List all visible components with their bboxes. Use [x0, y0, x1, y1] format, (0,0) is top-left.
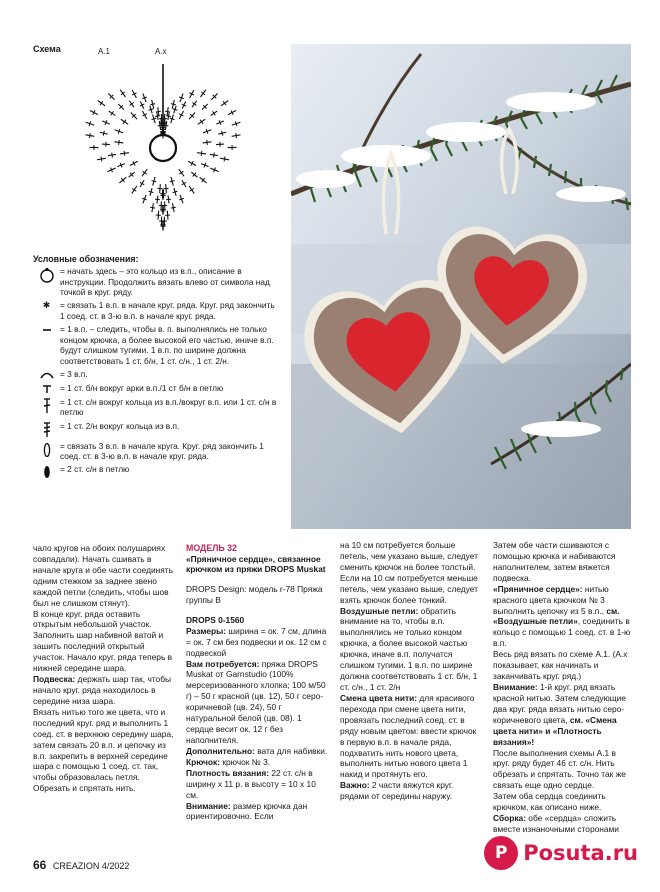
extra-text: вата для набивки. — [254, 745, 328, 756]
extra-label: Дополнительно: — [186, 745, 255, 756]
sizes-text: ширина = ок. 7 см, длина = ок. 7 см без подвески и ок. 12 см с подвеской — [186, 625, 327, 658]
watermark-text: Posuta.ru — [523, 841, 638, 865]
stitch-bar — [155, 116, 160, 117]
stitch-bar — [224, 157, 225, 162]
diagram-label-ax: A.x — [155, 47, 167, 56]
legend-item — [33, 266, 281, 297]
legend-text: = начать здесь – это кольцо из в.п., описание в инструкции. Продолжить вязать влево от символа над точкой в круг. ряду. — [60, 266, 270, 297]
star-icon: ✱ — [42, 300, 51, 311]
paragraph — [340, 693, 482, 780]
watermark-logo-icon: P — [484, 836, 518, 870]
legend-item — [33, 324, 281, 366]
start-ring — [150, 135, 176, 161]
stitch-bar — [173, 109, 178, 110]
model-number: МОДЕЛЬ 32 — [186, 543, 237, 553]
stitch-bar — [152, 118, 157, 119]
stitch-bar — [170, 118, 175, 119]
legend-text: = 1 ст. б/н вокруг арки в.п./1 ст б/н в петлю — [60, 382, 224, 393]
paragraph — [340, 780, 482, 802]
stitch-bar — [101, 157, 102, 162]
sc-t-icon — [33, 383, 60, 394]
stitch-bar — [171, 207, 176, 208]
see-color-label: см. «Смена цвета нити» и «Плотность вязания»! — [493, 714, 617, 747]
hook-label: Крючок: — [186, 756, 221, 767]
podveska-text: держать шар так, чтобы начало круг. ряда находилось в середине низа шара. — [33, 674, 172, 706]
model-title: «Пряничное сердце», связанное крючком из пряжи DROPS Muskat — [186, 553, 326, 575]
magazine-issue: CREAZION 4/2022 — [52, 861, 130, 871]
text-column-3 — [340, 540, 482, 802]
paragraph: Вязать нитью того же цвета, что и последний круг. ряд и выполнить 1 соед. ст. в верхнюю середину шара, затем связать 20 в.п. и цепочку из в.п. закрепить в верхней середине шара с помощью 1 соед. ст. так, чтобы образовалась петля. — [33, 706, 174, 783]
legend-item — [33, 397, 281, 418]
legend-text: = 1 в.п. – следить, чтобы в. п. выполнялись не только концом крючка, а более высокой его частью, иначе в.п. будут слишком тугими. 1 в.п. по ширине должна соответствовать 1 ст. б/н, 1 ст. с/н., 1 ст. 2/н. — [60, 324, 274, 366]
stitch-bar — [158, 125, 163, 126]
paragraph: Затем оба сердца соединить крючком, как описано ниже. — [493, 791, 606, 813]
stitch-bar — [112, 153, 113, 158]
stitch-bar — [201, 151, 202, 156]
paragraph — [340, 606, 482, 693]
design-info: DROPS Design: модель r-78 Пряжа группы B — [186, 583, 323, 605]
stitch-bar — [124, 151, 125, 156]
pattern-code: DROPS 0-1560 — [186, 614, 245, 625]
stitch-bar — [130, 103, 134, 106]
paragraph: Обрезать и спрятать нить. — [33, 783, 136, 794]
legend-item — [33, 383, 281, 394]
stitch-bar — [123, 120, 126, 124]
paragraph — [186, 746, 328, 757]
paragraph — [493, 682, 635, 748]
stitch-bar — [155, 199, 160, 200]
attention-text: размер крючка дан ориентировочно. Если — [186, 800, 308, 822]
stitch-bar — [103, 131, 104, 136]
stitch-bar — [132, 188, 136, 191]
product-photo — [291, 44, 631, 529]
stitch-bar — [150, 104, 155, 105]
sizes-label: Размеры: — [186, 625, 227, 636]
color-change-label: Смена цвета нити: — [340, 692, 418, 703]
paragraph: В конце круг. ряда оставить открытым небольшой участок. Заполнить шар набивной ватой и зашить последний открытый участок. Начало круг. ряда теперь в нижней середине шара. — [33, 608, 173, 674]
oval-icon — [33, 441, 60, 462]
stitch-bar — [119, 140, 120, 145]
stitch-bar — [150, 207, 155, 208]
ring-start-icon — [33, 266, 60, 297]
stitch-bar — [164, 125, 169, 126]
paragraph — [186, 801, 328, 823]
paragraph: Затем обе части сшиваются с помощью крючка и набиваются наполнителем, затем вяжется подвеска. — [493, 540, 616, 583]
air-loops-label: Воздушные петли: — [340, 605, 419, 616]
legend-title: Условные обозначения: — [33, 254, 139, 264]
stitch-bar — [170, 181, 175, 182]
paragraph — [186, 768, 328, 801]
stitch-bar — [173, 191, 178, 192]
start-dot — [160, 130, 165, 135]
color-change-text: для красивого перехода при смене цвета нити, провязать последний соед. ст. в ряду новым цветом: ввести крючок в первую в.п. в начале ряда, подхватить нить нового цвета, выполнить нитью нового цвета 1 накид и протянуть его. — [340, 692, 477, 780]
legend — [33, 254, 281, 482]
materials-label: Вам потребуется: — [186, 658, 260, 669]
attention-label: Внимание: — [493, 681, 538, 692]
paragraph: на 10 см потребуется больше петель, чем указано выше, следует сменить крючок на более толстый. Если на 10 см потребуется меньше петель, чем указано выше, следует взять крючок более тонкий. — [340, 540, 478, 605]
stitch-bar — [190, 188, 194, 191]
stitch-bar — [213, 111, 216, 115]
attention-label: Внимание: — [186, 800, 231, 811]
paragraph — [186, 757, 328, 768]
gauge-text: 22 ст. с/н в ширину x 11 р. в высоту = 10 x 10 см. — [186, 767, 316, 800]
paragraph: Весь ряд вязать по схеме А.1. (А.х показывает, как начинать и заканчивать круг. ряд.) — [493, 649, 628, 682]
legend-text: = 3 в.п. — [60, 369, 88, 380]
page-number: 66 — [33, 858, 47, 872]
stitch-bar — [156, 111, 161, 112]
legend-text: = 2 ст. с/н в петлю — [60, 464, 130, 475]
gauge-label: Плотность вязания: — [186, 767, 270, 778]
see-air-loops-label: см. «Воздушные петли» — [493, 605, 620, 627]
text-column-4 — [493, 540, 635, 835]
diagram-title: Схема — [33, 44, 61, 54]
hook-text: крючок № 3. — [220, 756, 271, 767]
stitch-bar — [166, 116, 171, 117]
important-label: Важно: — [340, 780, 370, 791]
legend-text: = 1 ст. с/н вокруг кольца из в.п./вокруг в.п. или 1 ст. с/н в петлю — [60, 396, 277, 418]
legend-text: = связать 1 в.п. в начале круг. ряда. Круг. ряд закончить 1 соед. ст. в 3-ю в.п. в начале круг. ряда. — [60, 300, 275, 321]
arc-icon — [33, 369, 60, 379]
legend-item — [33, 421, 281, 438]
text-column-2 — [186, 543, 328, 822]
stitch-bar — [200, 120, 203, 124]
stitch-bar — [151, 181, 156, 182]
watermark — [484, 836, 638, 870]
paragraph: После выполнения схемы А.1 в круг. ряду будет 46 ст. с/н. Нить обрезать и спрятать. Точно так же связать еще одно сердце. — [493, 747, 626, 791]
legend-item — [33, 369, 281, 379]
stitch-bar — [111, 111, 114, 115]
paragraph — [186, 659, 328, 746]
stitch-bar — [171, 104, 176, 105]
stitch-bar — [166, 199, 171, 200]
stitch-bar — [89, 133, 90, 138]
podveska-label: Подвеска: — [33, 674, 76, 685]
paragraph — [33, 674, 175, 707]
stitch-bar — [149, 191, 154, 192]
dc-icon — [33, 397, 60, 418]
heart-text: нитью красного цвета крючком № 3 выполнить цепочку из 5 в.п., — [493, 583, 609, 616]
assembly-text: обе «сердца» сложить вместе изнаночными сторонами — [493, 813, 619, 834]
important-text: 2 части вяжутся круг. рядами от середины наружу. — [340, 780, 454, 802]
legend-text: = связать 3 в.п. в начале круга. Круг. ряд закончить 1 соед. ст. в 3-ю в.п. в начале круг. ряда. — [60, 440, 264, 461]
assembly-label: Сборка: — [493, 813, 526, 824]
stitch-bar — [222, 131, 223, 136]
heart-label: «Пряничное сердце»: — [493, 583, 583, 594]
stitch-bar — [207, 140, 208, 145]
diagram-label-a1: A.1 — [98, 47, 111, 56]
paragraph — [493, 813, 635, 835]
legend-item — [33, 441, 281, 462]
crochet-chart — [78, 58, 248, 243]
tr-icon — [33, 421, 60, 438]
filled-oval-icon — [33, 464, 60, 479]
attention-text: 1-й круг. ряд вязать красной нитью. Затем следующие два круг. ряда вязать нитью серо-коричневого цвета, — [493, 681, 627, 725]
stitch-bar — [165, 111, 170, 112]
legend-item — [33, 300, 281, 321]
legend-text: = 1 ст. 2/н вокруг кольца из в.п. — [60, 420, 180, 431]
paragraph — [493, 584, 635, 650]
chain-dash-icon — [33, 324, 60, 366]
stitch-bar — [149, 109, 154, 110]
text-column-1 — [33, 543, 175, 794]
paragraph — [186, 626, 328, 659]
stitch-bar — [214, 153, 215, 158]
stitch-bar — [192, 103, 196, 106]
see-air-loops-text: , соединить в кольцо с помощью 1 соед. ст. в 1-ю в.п. — [493, 616, 631, 649]
page-footer — [33, 858, 129, 872]
paragraph: чало кругов на обоих полушариях совпадали). Начать сшивать в начале круга и обе части соединять одним стежком за заднее звено каждой петли (следить, чтобы шов был не слишком стянут). — [33, 543, 173, 608]
legend-item — [33, 464, 281, 479]
materials-text: пряжа DROPS Muskat от Garnstudio (100% мерсеризованного хлопка; 100 м/50 г) – 50 г красной (цв. 12), 50 г серо-коричневой (цв. 24), 50 г натуральной белой (цв. 08). 1 сердце весит ок. 12 г без наполнителя. — [186, 658, 326, 745]
air-loops-text: обратить внимание на то, чтобы в.п. выполнялись не только концом крючка, а более высокой частью крючка, иначе в.п. получатся слишком тугими. 1 в.п. по ширине должна соответствовать 1 ст. б/н, 1 ст. с/н., 1 ст. 2/н — [340, 605, 478, 692]
stitch-bar — [236, 133, 237, 138]
